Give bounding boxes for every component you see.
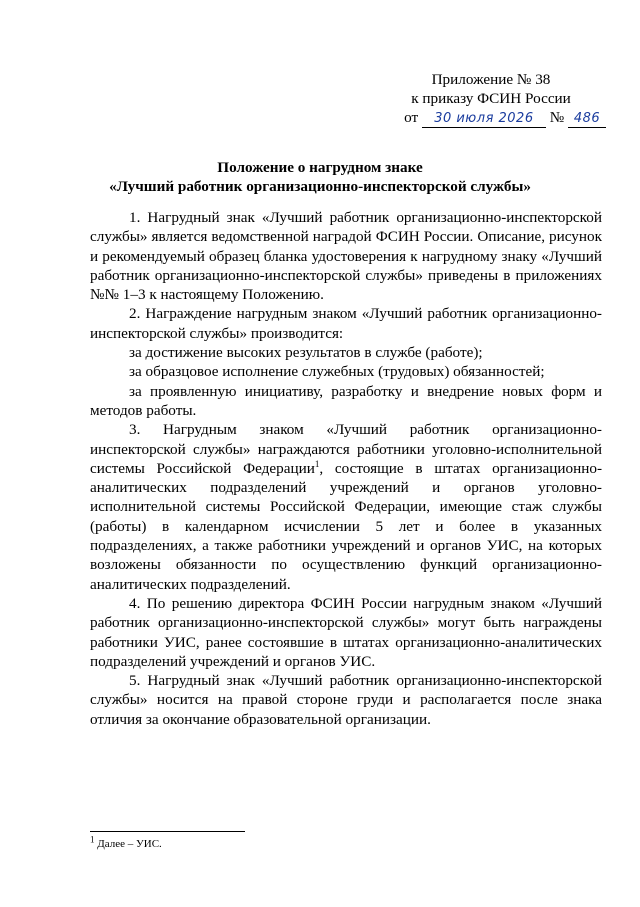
paragraph-3-end: , состоящие в штатах организационно-аналитических подразделений учреждений и органов уголовно-исполнительной системы Российской Федерации, имеющие стаж службы (работы) в календарном исчислении 5 лет и более в указанных подразделениях, а также работники учреждений и органов УИС, на которых возложены обязанности по осуществлению функций организационно-аналитических подразделений.: [90, 459, 602, 593]
paragraph-1: 1. Нагрудный знак «Лучший работник организационно-инспекторской службы» является ведомственной наградой ФСИН России. Описание, рисунок и рекомендуемый образец бланка удостоверения к нагрудному знаку «Лучший работник организационно-инспекторской службы» приведены в приложениях №№ 1–3 к настоящему Положению.: [90, 209, 602, 304]
order-reference: к приказу ФСИН России: [411, 90, 571, 107]
paragraph-4: 4. По решению директора ФСИН России нагрудным знаком «Лучший работник организационно-инспекторской службы» могут быть награждены работники УИС, ранее состоявшие в штатах организационно-аналитических подразделений учреждений и органов УИС.: [90, 594, 602, 670]
paragraph-3: [90, 420, 602, 594]
paragraph-2-item-b: за образцовое исполнение служебных (трудовых) обязанностей;: [129, 363, 545, 381]
handwritten-number: 486: [568, 111, 606, 128]
footnote-reference[interactable]: 1: [314, 458, 320, 469]
order-date-row: [376, 108, 606, 128]
appendix-number: Приложение № 38: [431, 71, 551, 88]
appendix-header: [376, 70, 606, 128]
paragraph-5: 5. Нагрудный знак «Лучший работник организационно-инспекторской службы» носится на правой стороне груди и располагается после знака отличия за окончание образовательной организации.: [90, 672, 602, 728]
footnote-text: Далее – УИС.: [97, 838, 162, 850]
footnote-separator: [90, 831, 245, 832]
paragraph-2-item-c: за проявленную инициативу, разработку и внедрение новых форм и методов работы.: [90, 382, 602, 419]
document-body: [90, 208, 602, 729]
paragraph-2: 2. Награждение нагрудным знаком «Лучший работник организационно-инспекторской службы» производится:: [90, 305, 602, 342]
paragraph-2-item-a: за достижение высоких результатов в службе (работе);: [129, 344, 483, 362]
from-label: от: [404, 109, 419, 126]
handwritten-date: 30 июля 2026: [422, 111, 546, 128]
footnote: [90, 834, 162, 851]
title-line-1: Положение о нагрудном знаке: [217, 159, 423, 176]
footnote-mark: 1: [90, 834, 95, 845]
number-label: №: [549, 109, 565, 126]
title-line-2: «Лучший работник организационно-инспекторской службы»: [109, 178, 531, 195]
document-title: [90, 158, 550, 196]
paragraph-3-start: 3. Нагрудным знаком «Лучший работник организационно-инспекторской службы» награждаются работники уголовно-исполнительной системы Российской Федерации: [90, 421, 602, 477]
